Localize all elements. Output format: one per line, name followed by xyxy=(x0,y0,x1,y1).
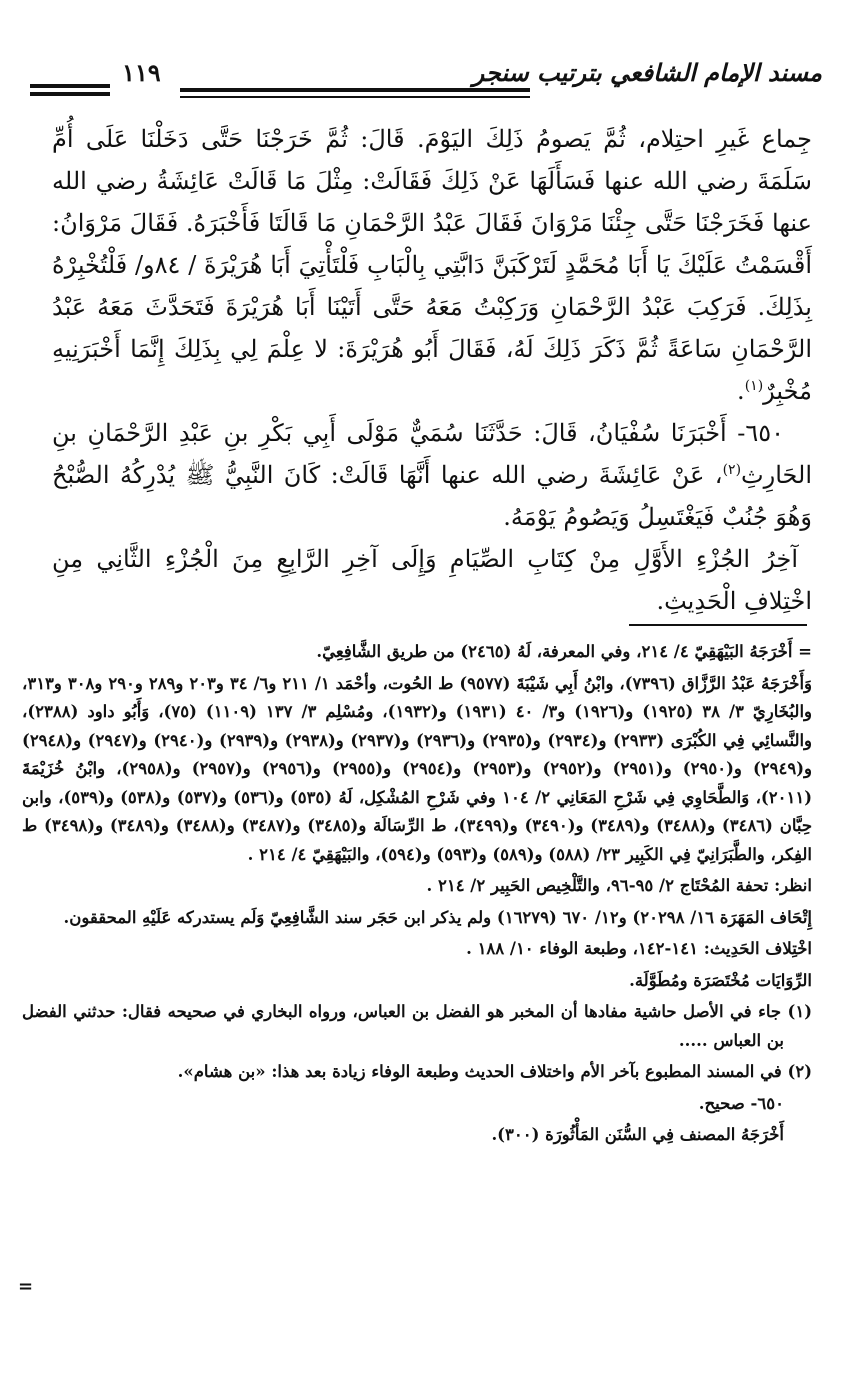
takhrij-line-6: الرِّوَايَات مُخْتَصَرَة ومُطَوَّلَة. xyxy=(629,970,812,990)
footnote-ref-1: (١) xyxy=(744,378,764,394)
hadith-650-text: ٦٥٠- أَخْبَرَنَا سُفْيَانُ، قَالَ: حَدَّثَنَا سُمَيٌّ مَوْلَى أَبِي بَكْرِ بنِ عَبْدِ الرَّحْمَانِ بنِ الحَارِثِ xyxy=(52,419,812,489)
page-header xyxy=(30,58,822,102)
footnote-separator xyxy=(629,624,807,626)
header-rule-short-2 xyxy=(30,92,110,96)
paragraph-text: جِماع غَيرِ احتِلام، ثُمَّ يَصومُ ذَلِكَ اليَوْمَ. قَالَ: ثُمَّ خَرَجْنَا حَتَّى دَخَلْنَا عَلَى أُمِّ سَلَمَةَ رضي الله عنها فَسَأَلَهَا عَنْ ذَلِكَ فَقَالَتْ: مِثْلَ مَا قَالَتْ عَائِشَةُ رضي الله عنها فَخَرَجْنَا حَتَّى جِئْنَا مَرْوَانَ فَقَالَ عَبْدُ الرَّحْمَانِ مَا قَالَتَا فَأَخْبَرَهُ. فَقَالَ مَرْوَانُ: أَقْسَمْتُ عَلَيْكَ يَا أَبَا مُحَمَّدٍ لَتَرْكَبَنَّ دَابَّتِي بِالْبَابِ فَلْتَأْتِيَ أَبَا هُرَيْرَةَ / ٨٤و/ فَلْتُخْبِرْهُ بِذَلِكَ. فَرَكِبَ عَبْدُ الرَّحْمَانِ وَرَكِبْتُ مَعَهُ حَتَّى أَتَيْنَا أَبَا هُرَيْرَةَ فَتَحَدَّثَ مَعَهُ عَبْدُ الرَّحْمَانِ سَاعَةً ثُمَّ ذَكَرَ ذَلِكَ لَهُ، فَقَالَ أَبُو هُرَيْرَةَ: لا عِلْمَ لِي بِذَلِكَ إِنَّمَا أَخْبَرَنِيهِ مُخْبِرٌ xyxy=(52,125,813,405)
continuation-mark: = xyxy=(18,1276,34,1297)
hadith-650-rest: ، عَنْ عَائِشَةَ رضي الله عنها أَنَّهَا قَالَتْ: كَانَ النَّبِيُّ ﷺ يُدْرِكُهُ الصُّبْحُ وَهُوَ جُنُبٌ فَيَغْتَسِلُ وَيَصُومُ يَوْمَهُ. xyxy=(52,461,812,531)
header-rule-long xyxy=(180,88,530,92)
paragraph-hadith-650 xyxy=(52,412,812,538)
takhrij-line-2: وَأَخْرَجَهُ عَبْدُ الرَّزَّاق (٧٣٩٦)، وابْنُ أَبِي شَيْبَةَ (٩٥٧٧) ط الحُوت، وأحْمَد ١/ ٢١١ و٦/ ٣٤ و٢٠٣ و٢٨٩ و٢٩٠ و٣٠٨ و٣١٣، والبُخَارِيّ ٣/ ٣٨ (١٩٢٥) و(١٩٢٦) و٣/ ٤٠ (١٩٣١) و(١٩٣٢)، ومُسْلِم ٣/ ١٣٧ (١١٠٩) (٧٥)، وَأَبُو داود (٢٣٨٨)، والنَّسائِي فِي الكُبْرَى (٢٩٣٣) و(٢٩٣٤) و(٢٩٣٥) و(٢٩٣٦) و(٢٩٣٧) و(٢٩٣٨) و(٢٩٣٩) و(٢٩٤٠) و(٢٩٤٧) و(٢٩٤٨) و(٢٩٤٩) و(٢٩٥٠) و(٢٩٥١) و(٢٩٥٢) و(٢٩٥٣) و(٢٩٥٤) و(٢٩٥٥) و(٢٩٥٦) و(٢٩٥٧) و(٢٩٥٨)، وابْنُ خُزَيْمَةَ (٢٠١١)، وَالطَّحَاوِي فِي شَرْحِ المَعَانِي ٢/ ١٠٤ وفي شَرْحِ المُشْكِل، لَهُ (٥٣٥) و(٥٣٦) و(٥٣٧) و(٥٣٨) و(٥٣٩)، وابن حِبَّان (٣٤٨٦) و(٣٤٨٨) و(٣٤٨٩) و(٣٤٩٠) و(٣٤٩٩)، ط الرِّسَالَة و(٣٤٨٥) و(٣٤٨٧) و(٣٤٨٨) و(٣٤٨٩) و(٣٤٩٨) ط الفِكر، والطَّبَرَانِيّ فِي الكَبِير ٢٣/ (٥٨٨) و(٥٨٩) و(٥٩٣) و(٥٩٤)، والبَيْهَقِيّ ٤/ ٢١٤ . xyxy=(22,673,813,864)
paragraph-hadith-continuation xyxy=(52,118,812,412)
paragraph-end: . xyxy=(737,377,745,405)
footnote-ref-2: (٢) xyxy=(722,462,742,478)
section-end-note: آخِرُ الجُزْءِ الأَوَّلِ مِنْ كِتَابِ الصِّيَامِ وَإِلَى آخِرِ الرَّابِعِ مِنَ الْجُزْءِ الثَّانِي مِنِ اخْتِلافِ الْحَدِيثِ. xyxy=(52,545,812,615)
takhrij-line-4: إِتْحَاف المَهَرَة ١٦/ ٢٠٢٩٨) و١٢/ ٦٧٠ (١٦٢٧٩) ولم يذكر ابن حَجَر سند الشَّافِعِيّ وَلَم يستدركه عَلَيْهِ المحققون. xyxy=(63,907,812,927)
takhrij-line-3: انظر: تحفة المُحْتَاج ٢/ ٩٥-٩٦، والتَّلْخِيص الحَبِير ٢/ ٢١٤ . xyxy=(426,876,812,895)
footnote-hadith-650-grade: ٦٥٠- صحيح. xyxy=(698,1093,784,1113)
footnotes xyxy=(22,638,812,1153)
footnote-1: (١) جاء في الأصل حاشية مفادها أن المخبر هو الفضل بن العباس، ورواه البخاري في صحيحه فقال: حدثني الفضل بن العباس ..... xyxy=(22,1002,812,1050)
footnote-hadith-650-source: أَخْرَجَهُ المصنف فِي السُّنَن المَأْثُورَة (٣٠٠). xyxy=(491,1125,784,1144)
takhrij-line-1: = أَخْرَجَهُ البَيْهَقِيّ ٤/ ٢١٤، وفي المعرفة، لَهُ (٢٤٦٥) من طريق الشَّافِعِيّ. xyxy=(316,642,812,661)
takhrij-line-5: اخْتِلاف الحَدِيث: ١٤١-١٤٢، وطبعة الوفاء ١٠/ ١٨٨ . xyxy=(466,939,812,958)
main-text xyxy=(52,118,812,622)
page-number: ١١٩ xyxy=(122,58,161,87)
header-rule-short xyxy=(30,84,110,88)
footnote-2: (٢) في المسند المطبوع بآخر الأم واختلاف الحديث وطبعة الوفاء زيادة بعد هذا: «بن هشام». xyxy=(177,1062,812,1081)
header-rule-long-thin xyxy=(180,96,530,98)
running-title: مسند الإمام الشافعي بترتيب سنجر xyxy=(472,58,822,87)
